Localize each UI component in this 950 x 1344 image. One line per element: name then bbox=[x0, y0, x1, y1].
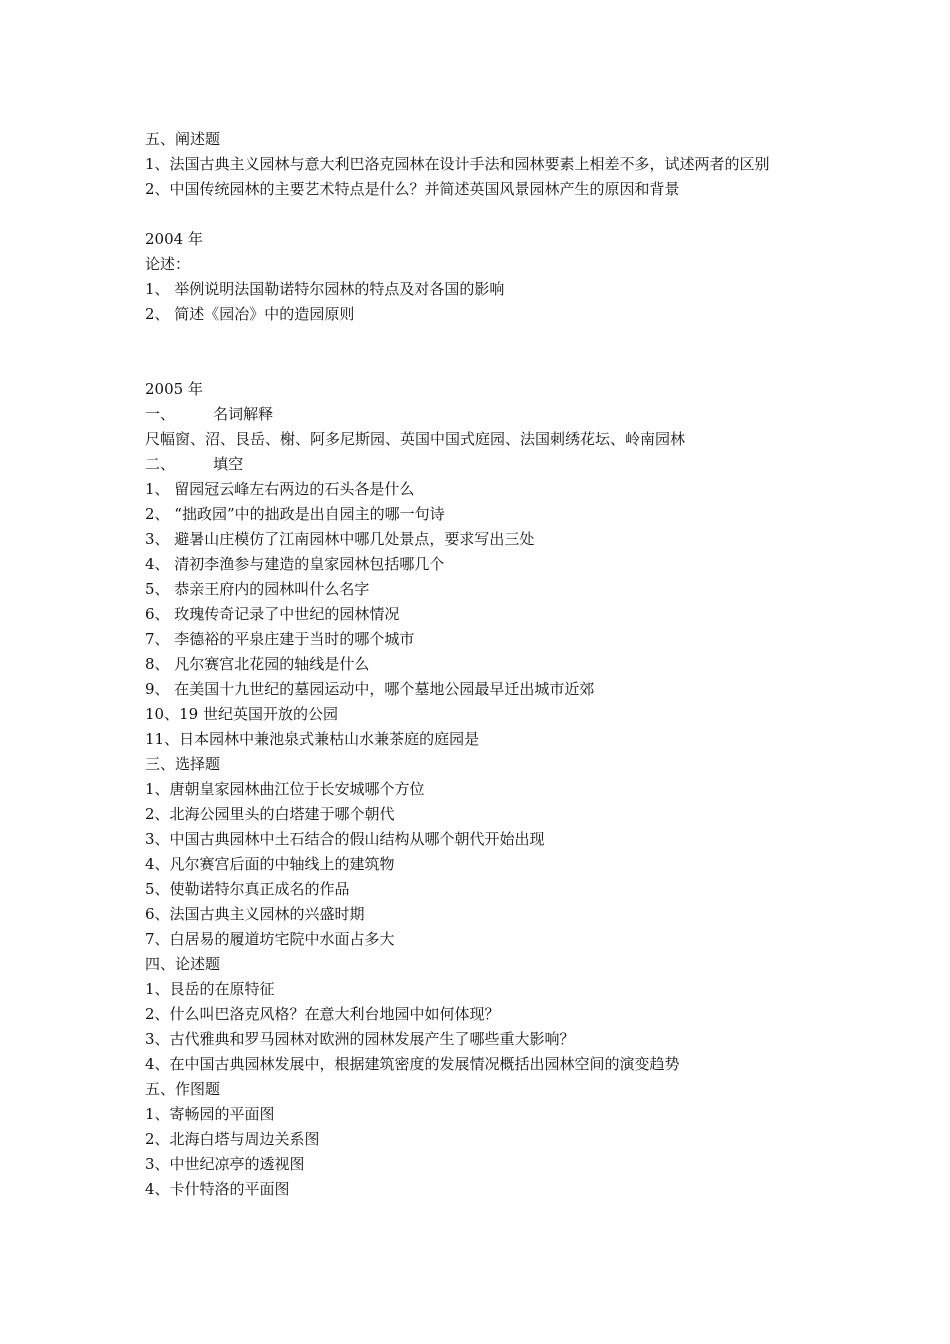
question-item: 3、 避暑山庄模仿了江南园林中哪几处景点，要求写出三处 bbox=[145, 530, 535, 548]
question-item: 4、卡什特洛的平面图 bbox=[145, 1180, 290, 1198]
question-item: 1、 留园冠云峰左右两边的石头各是什么 bbox=[145, 480, 415, 498]
question-item: 3、古代雅典和罗马园林对欧洲的园林发展产生了哪些重大影响？ bbox=[145, 1030, 575, 1048]
question-item: 2、 简述《园冶》中的造园原则 bbox=[145, 305, 355, 323]
section-2005 bbox=[145, 377, 815, 1202]
section-heading: 一、 名词解释 bbox=[145, 405, 274, 423]
question-item: 2、 “拙政园”中的拙政是出自园主的哪一句诗 bbox=[145, 505, 445, 523]
section-essay bbox=[145, 127, 815, 202]
question-item: 7、白居易的履道坊宅院中水面占多大 bbox=[145, 930, 395, 948]
section-heading: 三、选择题 bbox=[145, 755, 221, 773]
year-heading: 2004 年 bbox=[145, 230, 203, 248]
question-item: 1、唐朝皇家园林曲江位于长安城哪个方位 bbox=[145, 780, 425, 798]
question-item: 2、中国传统园林的主要艺术特点是什么？并简述英国风景园林产生的原因和背景 bbox=[145, 180, 680, 198]
section-heading: 五、阐述题 bbox=[145, 130, 221, 148]
section-2004 bbox=[145, 227, 815, 327]
question-item: 5、 恭亲王府内的园林叫什么名字 bbox=[145, 580, 370, 598]
question-item: 11、日本园林中兼池泉式兼枯山水兼茶庭的庭园是 bbox=[145, 730, 480, 748]
question-item: 4、在中国古典园林发展中，根据建筑密度的发展情况概括出园林空间的演变趋势 bbox=[145, 1055, 680, 1073]
question-item: 4、 清初李渔参与建造的皇家园林包括哪几个 bbox=[145, 555, 445, 573]
question-item: 6、 玫瑰传奇记录了中世纪的园林情况 bbox=[145, 605, 400, 623]
section-heading: 二、 填空 bbox=[145, 455, 244, 473]
question-item: 9、 在美国十九世纪的墓园运动中，哪个墓地公园最早迁出城市近郊 bbox=[145, 680, 595, 698]
document-page bbox=[145, 127, 815, 1202]
section-heading: 四、论述题 bbox=[145, 955, 221, 973]
question-item: 2、什么叫巴洛克风格？在意大利台地园中如何体现？ bbox=[145, 1005, 500, 1023]
blank-line bbox=[145, 202, 815, 227]
question-item: 3、中世纪凉亭的透视图 bbox=[145, 1155, 305, 1173]
section-heading: 论述： bbox=[145, 255, 191, 273]
question-item: 1、 举例说明法国勒诺特尔园林的特点及对各国的影响 bbox=[145, 280, 505, 298]
section-heading: 五、作图题 bbox=[145, 1080, 221, 1098]
question-item: 1、法国古典主义园林与意大利巴洛克园林在设计手法和园林要素上相差不多，试述两者的区别 bbox=[145, 155, 770, 173]
question-item: 7、 李德裕的平泉庄建于当时的哪个城市 bbox=[145, 630, 415, 648]
question-item: 5、使勒诺特尔真正成名的作品 bbox=[145, 880, 350, 898]
question-item: 8、 凡尔赛宫北花园的轴线是什么 bbox=[145, 655, 370, 673]
question-item: 2、北海公园里头的白塔建于哪个朝代 bbox=[145, 805, 395, 823]
question-item: 1、艮岳的在原特征 bbox=[145, 980, 275, 998]
question-item: 2、北海白塔与周边关系图 bbox=[145, 1130, 320, 1148]
question-item: 3、中国古典园林中土石结合的假山结构从哪个朝代开始出现 bbox=[145, 830, 545, 848]
question-item: 10、19 世纪英国开放的公园 bbox=[145, 705, 338, 723]
terms-list: 尺幅窗、沼、艮岳、榭、阿多尼斯园、英国中国式庭园、法国刺绣花坛、岭南园林 bbox=[145, 430, 686, 448]
year-heading: 2005 年 bbox=[145, 380, 203, 398]
question-item: 1、寄畅园的平面图 bbox=[145, 1105, 275, 1123]
blank-lines bbox=[145, 327, 815, 377]
question-item: 4、凡尔赛宫后面的中轴线上的建筑物 bbox=[145, 855, 395, 873]
question-item: 6、法国古典主义园林的兴盛时期 bbox=[145, 905, 365, 923]
